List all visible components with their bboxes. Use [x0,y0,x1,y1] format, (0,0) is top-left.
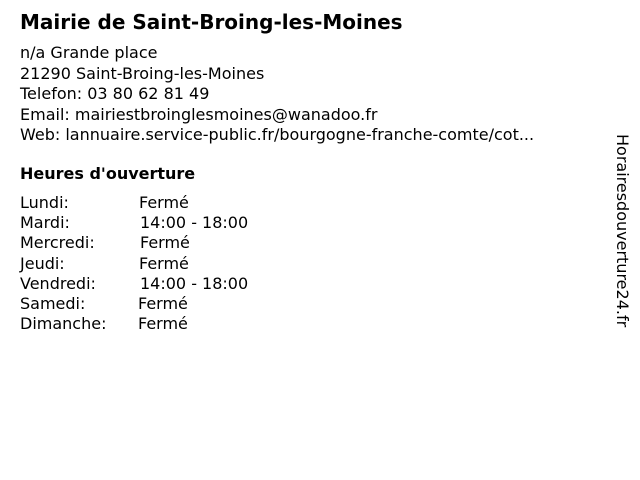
day-label: Lundi: [20,193,69,212]
day-hours: Fermé [139,253,189,273]
day-hours: Fermé [138,314,188,334]
email-address: Email: mairiestbroinglesmoines@wanadoo.fr [20,104,378,124]
day-hours: 14:00 - 18:00 [140,273,249,293]
day-hours: Fermé [139,193,189,212]
watermark-text: Horairesdouverture24.fr [613,134,632,328]
phone-number: Telefon: 03 80 62 81 49 [20,84,210,103]
day-label: Samedi: [20,293,86,313]
day-hours: Fermé [138,293,188,313]
site-watermark [612,134,632,346]
opening-hours-heading: Heures d'ouverture [20,164,196,183]
day-label: Mardi: [20,213,70,233]
address-block [20,43,534,146]
day-label: Jeudi: [20,253,65,273]
day-hours: 14:00 - 18:00 [140,213,249,233]
address-street: n/a Grande place [20,43,158,62]
day-hours: Fermé [140,233,190,253]
website-link: Web: lannuaire.service-public.fr/bourgogne-franche-comte/cot... [20,125,535,144]
day-label: Vendredi: [20,273,96,293]
day-label: Dimanche: [20,314,107,334]
page-title: Mairie de Saint-Broing-les-Moines [20,10,403,34]
address-city: 21290 Saint-Broing-les-Moines [20,63,265,83]
day-label: Mercredi: [20,233,95,253]
